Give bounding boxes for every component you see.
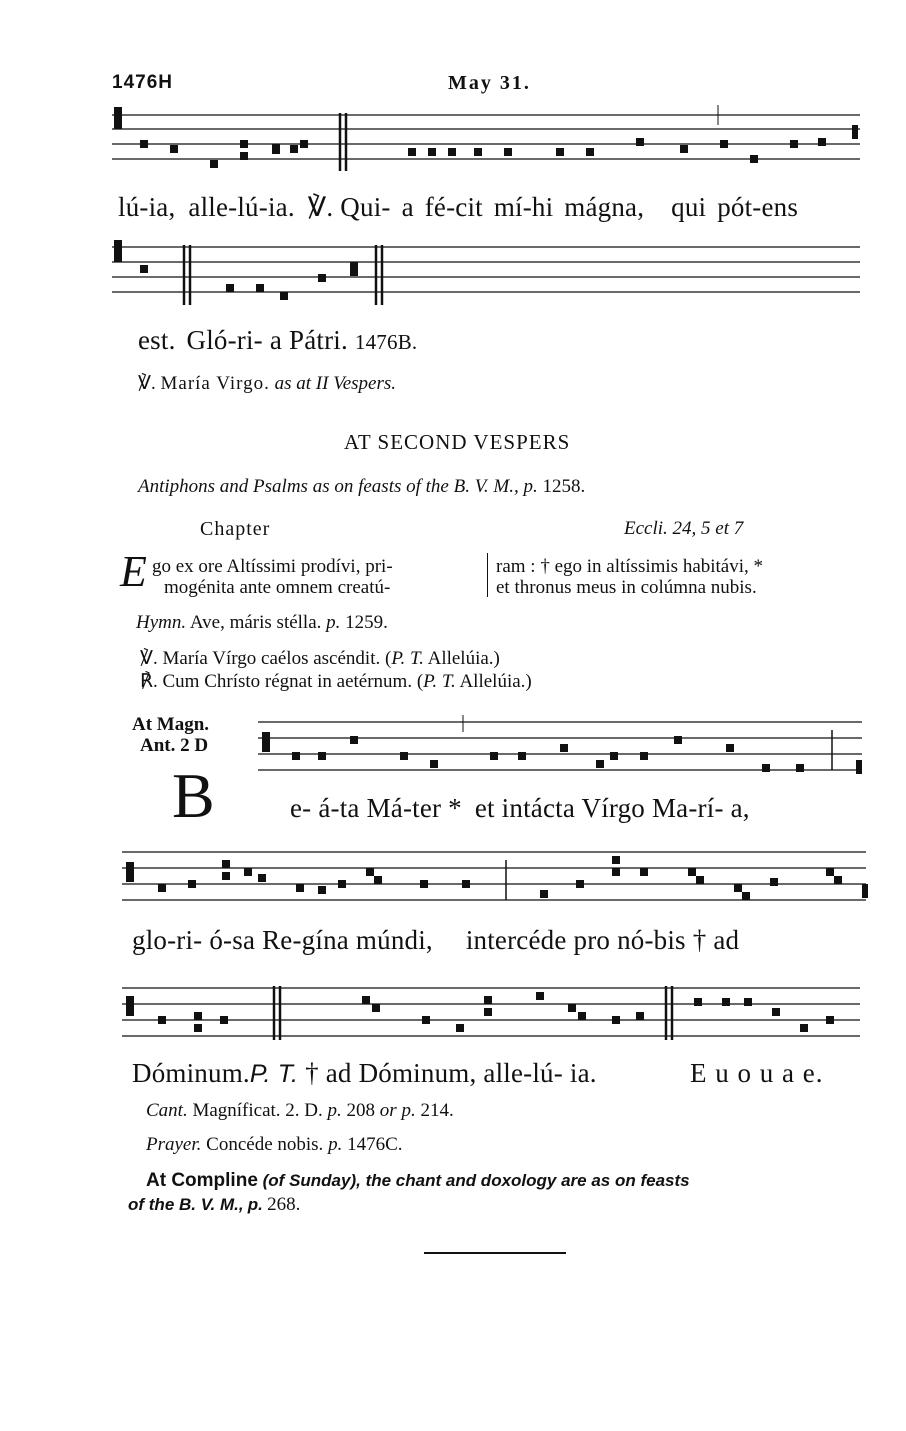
chapter-right-line-2: et thronus meus in colúmna nubis. [496, 577, 757, 598]
lyric-syllable: Gló-ri- [186, 325, 263, 355]
column-divider [487, 553, 488, 597]
dagger-mark: † [692, 925, 707, 955]
versicle-2 [140, 647, 500, 670]
lyric-syllable: mí-hi [493, 192, 554, 222]
compline-page: 268. [267, 1194, 301, 1215]
prayer-text: Concéde nobis. [206, 1134, 324, 1155]
lyric-syllable: intercéde [465, 925, 567, 955]
chapter-left-line-1: go ex ore Altíssimi prodívi, pri- [152, 556, 393, 577]
page-title: May 31. [448, 72, 531, 94]
chapter-reference: Eccli. 24, 5 et 7 [624, 518, 744, 539]
prayer-line [146, 1134, 403, 1156]
antiphon-initial: B [172, 760, 215, 831]
euouae: E u o u a e. [690, 1058, 824, 1088]
response-tail: Allelúia.) [455, 671, 532, 692]
versicle-text: María Vírgo caélos ascéndit. ( [162, 648, 392, 669]
compline-line-2 [128, 1194, 300, 1216]
compline-label: At Compline [146, 1170, 258, 1191]
lyric-syllable: pót-ens [717, 192, 799, 222]
prayer-label: Prayer. [146, 1134, 202, 1155]
prayer-page-label: p. [328, 1134, 343, 1155]
lyric-syllable: ℣. Qui- [307, 192, 391, 222]
lyric-syllable: Dóminum. [132, 1058, 250, 1088]
lyrics-line-2 [138, 325, 417, 356]
lyric-syllable: nó-bis [617, 925, 686, 955]
canticle-page: 214. [420, 1100, 454, 1121]
prayer-page: 1476C. [347, 1134, 403, 1155]
lyric-syllable: ia. [569, 1058, 597, 1088]
lyric-syllable: alle- [483, 1058, 533, 1088]
lyric-syllable: e- [290, 793, 312, 823]
lyric-syllable: fé-cit [424, 192, 483, 222]
canticle-line [146, 1100, 454, 1122]
end-divider [424, 1252, 566, 1254]
lyric-syllable: múndi, [355, 925, 433, 955]
versicle-mark: ℣. [140, 648, 158, 669]
canticle-page: 208 [346, 1100, 376, 1121]
subheading-page: 1258. [542, 476, 586, 497]
antiphon-lyrics-1 [290, 793, 750, 824]
canticle-or: or [379, 1100, 397, 1121]
versicle-mark: ℣. [138, 373, 156, 394]
compline-text-2: of the B. V. M., [128, 1195, 244, 1214]
lyric-syllable: lú-ia, [118, 192, 176, 222]
canticle-text: Magníficat. 2. D. [192, 1100, 323, 1121]
hymn-page-label: p. [326, 612, 341, 633]
canticle-page-label: p. [401, 1100, 416, 1121]
hymn-text: Ave, máris stélla. [189, 612, 322, 633]
clef-icon [114, 240, 122, 262]
lyric-syllable: intácta [501, 793, 576, 823]
lyric-syllable: á-ta [318, 793, 360, 823]
hymn-page: 1259. [345, 612, 388, 633]
versicle-tail: Allelúia.) [423, 648, 500, 669]
chapter-label: Chapter [200, 518, 271, 540]
lyric-syllable: a [269, 325, 283, 355]
antiphon-label [132, 714, 209, 756]
antiphon-lyrics-3 [132, 1058, 597, 1089]
section-subheading [138, 476, 585, 498]
lyric-syllable: a, [730, 793, 750, 823]
lyric-syllable: Má-ter * [366, 793, 462, 823]
subheading-text: Antiphons and Psalms as on feasts of the B. V. M., p. [138, 476, 538, 497]
clef-icon [262, 732, 270, 752]
clef-icon [114, 107, 122, 129]
lyric-syllable: ad [713, 925, 740, 955]
chapter-initial: E [120, 547, 147, 596]
section-heading: AT SECOND VESPERS [344, 430, 571, 454]
antiphon-lyrics-2 [132, 925, 739, 956]
clef-icon [126, 996, 134, 1016]
lyric-syllable: Ma-rí- [651, 793, 724, 823]
canticle-label: Cant. [146, 1100, 188, 1121]
antiphon-label-line-2: Ant. 2 D [140, 735, 209, 756]
lyric-syllable: a [401, 192, 414, 222]
lyric-syllable: glo-ri- [132, 925, 203, 955]
chapter-right-line-1: ram : † ego in altíssimis habitávi, * [496, 556, 764, 577]
lyric-syllable: Dóminum, [358, 1058, 477, 1088]
lyric-syllable: alle-lú-ia. [188, 192, 295, 222]
clef-icon [126, 862, 134, 882]
paschal-time-mark: P. T. [249, 1060, 299, 1088]
lyrics-line-1 [118, 192, 798, 223]
lyric-syllable: Re-gína [262, 925, 349, 955]
paschal-time-mark: P. T. [391, 648, 424, 669]
dagger-mark: † [305, 1058, 319, 1088]
response-2 [140, 670, 532, 693]
lyric-syllable: ó-sa [209, 925, 256, 955]
chapter-left-line-2: mogénita ante omnem creatú- [164, 577, 391, 598]
lyric-syllable: Vírgo [581, 793, 646, 823]
lyric-syllable: et [474, 793, 495, 823]
hymn-label: Hymn. [136, 612, 187, 633]
lyric-syllable: Pátri. [288, 325, 348, 355]
canticle-page-label: p. [327, 1100, 342, 1121]
lyric-syllable: mágna, [564, 192, 645, 222]
compline-text: (of Sunday), the chant and doxology are as on feasts [262, 1171, 690, 1190]
versicle-1 [138, 372, 396, 395]
lyric-syllable: pro [573, 925, 611, 955]
lyric-syllable: ad [325, 1058, 352, 1088]
lyric-syllable: lú- [532, 1058, 563, 1088]
page-reference: 1476B. [354, 330, 418, 354]
hymn-line [136, 612, 388, 634]
compline-line-1 [146, 1170, 690, 1192]
response-mark: ℟. [140, 671, 158, 692]
response-text: Cum Chrísto régnat in aetérnum. ( [162, 671, 424, 692]
lyric-syllable: est. [138, 325, 176, 355]
paschal-time-mark: P. T. [423, 671, 456, 692]
versicle-text: María Virgo. [160, 373, 270, 394]
compline-page-label: p. [247, 1195, 263, 1214]
versicle-note: as at II Vespers. [274, 373, 397, 394]
antiphon-label-line-1: At Magn. [132, 714, 210, 735]
page-number: 1476H [112, 72, 173, 93]
lyric-syllable: qui [671, 192, 707, 222]
